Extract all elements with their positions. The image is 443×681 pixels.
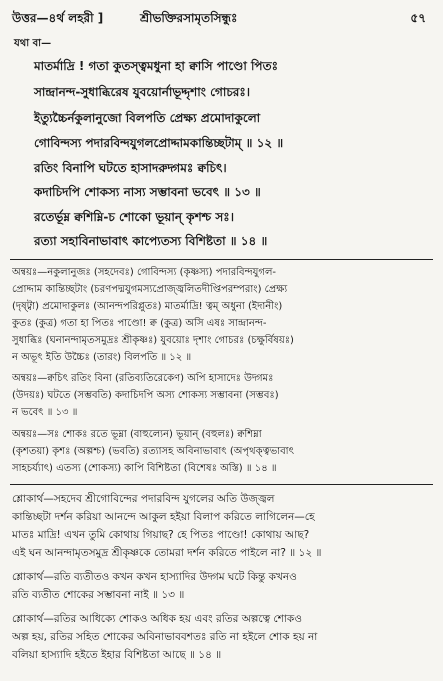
translation-line: শ্লোকার্থ—সহদেব শ্রীগোবিন্দের পদারবিন্দ যুগলের অতি উজ্জ্বল	[12, 493, 275, 505]
anvaya-line: অন্বয়ঃ—ক্বচিৎ রতিং বিনা (রতিব্যতিরেকেণ) অপি হাসাদেঃ উদ্গমঃ	[12, 373, 274, 384]
yatha-label: যথা বা—	[14, 38, 52, 49]
verse-line: গোবিন্দস্য পদারবিন্দযুগলপ্রোদ্দামকান্তিচ্ছটাম্ ॥ ১২ ॥	[34, 136, 284, 150]
translation-paragraph	[12, 610, 432, 668]
anvaya-line: ন ভবেৎ ॥ ১৩ ॥	[12, 407, 78, 418]
page-number: ৫৭	[410, 11, 426, 25]
translation-line: শ্লোকার্থ—রতি ব্যতীতও কখন কখন হাস্যাদির উদ্গম ঘটে কিন্তু কখনও	[12, 571, 297, 583]
anvaya-line: প্রোদ্দাম কান্তিচ্ছটাং (চরণপদ্মযুগমস্যপ্রোজ্জ্বলিতদীপ্তিপরম্পরাং) প্রেক্ষ্য	[12, 284, 288, 295]
anvaya-line: অন্বয়ঃ—নকুলানুজঃ (সহদেবঃ) গোবিন্দস্য (কৃষ্ণস্য) পদারবিন্দযুগল-	[12, 267, 277, 278]
translation-line: মাতঃ মাদ্রি! এখন তুমি কোথায় গিয়াছ? হে পিতঃ পাণ্ডো! কোথায় আছ?	[12, 529, 310, 541]
anvaya-line: ন অভূৎ ইতি উচ্চৈঃ (তারং) বিলপতি ॥ ১২ ॥	[12, 352, 192, 363]
anvaya-line: (দৃষ্ট্বা) প্রমোদাকুলঃ (আনন্দপরিপ্লুতঃ) মাতর্মাদ্রি! ত্বম্ অধুনা (ইদানীং)	[12, 301, 283, 312]
translation-line: শ্লোকার্থ—রতির আধিক্যে শোকও অধিক হয় এবং রতির অল্পত্বে শোকও	[12, 613, 303, 625]
section-divider	[10, 484, 433, 485]
anvaya-line: (কৃশতয়া) কৃশঃ (অল্পশ্চ) (ভবতি) রত্যাসহ অবিনাভাবাৎ (অপৃথক্ত্বভাবাৎ	[12, 446, 294, 457]
verse-line: রত্যা সহাবিনাভাবাৎ কাপ্যেতস্য বিশিষ্টতা ॥ ১৪ ॥	[34, 234, 268, 248]
verse-line: মাতর্মাদ্রি ! গতা কুতস্ত্বমধুনা হা ক্বাসি পাণ্ডো পিতঃ	[34, 59, 278, 73]
anvaya-line: সাহচর্য্যাৎ) এতস্য (শোকস্য) কাপি বিশিষ্টতা (বিশেষঃ অস্তি) ॥ ১৪ ॥	[12, 463, 277, 474]
verse-line: ইত্যুচ্চৈর্নকুলানুজো বিলপতি প্রেক্ষ্য প্রমোদাকুলো	[34, 111, 261, 125]
translation-line: কান্তিচ্ছটা দর্শন করিয়া আনন্দে আকুল হইয়া বিলাপ করিতে লাগিলেন—হে	[12, 511, 315, 523]
anvaya-line: (উদয়ঃ) ঘটতে (সম্ভবতি) কদাচিদপি অস্য শোকস্য সম্ভাবনা (সম্ভবঃ)	[12, 390, 279, 401]
anvaya-line: সুধাব্ধিঃ (ঘনানন্দামৃতসমুদ্রঃ শ্রীকৃষ্ণঃ) যুবয়োঃ দৃশাং গোচরঃ (চক্ষুর্বিষয়ঃ)	[12, 335, 294, 346]
verse-line: কদাচিদপি শোকস্য নাস্য সম্ভাবনা ভবেৎ ॥ ১৩ ॥	[34, 185, 261, 199]
translation-paragraph	[12, 568, 432, 606]
section-divider	[10, 259, 433, 260]
verse-line: রতিং বিনাপি ঘটতে হাসাদরুদ্গমঃ ক্বচিৎ।	[34, 161, 227, 175]
translation-line: অল্প হয়, রতির সহিত শোকের অবিনাভাববশতঃ রতি না হইলে শোক হয় না	[12, 631, 318, 643]
chapter-heading: উত্তর—৪র্থ লহরী ]	[12, 11, 104, 25]
translation-line: বলিয়া হাস্যাদি হইতে ইহার বিশিষ্টতা আছে ॥ ১৪ ॥	[12, 649, 222, 661]
book-title: শ্রীভক্তিরসামৃতসিন্ধুঃ	[140, 11, 238, 25]
anvaya-paragraph	[12, 264, 432, 368]
translation-paragraph	[12, 490, 432, 564]
verse-line: রতের্ভূম্ন ক্বশিম্নি-চ শোকো ভূয়ান্ কৃশশ্চ সঃ।	[34, 210, 234, 224]
anvaya-line: অন্বয়ঃ—সঃ শোকঃ রতে ভূম্না (বাহুল্যেন) ভূয়ান্ (বহুলঃ) ক্বশিম্না	[12, 429, 262, 440]
verse-line: সান্দ্রানন্দ-সুধাব্ধিরেষ যুবয়োর্নাভূদ্দৃশাং গোচরঃ।	[34, 85, 251, 99]
page-header	[12, 8, 430, 28]
anvaya-paragraph	[12, 426, 432, 480]
translation-line: এই ঘন আনন্দামৃতসমুদ্র শ্রীকৃষ্ণকে তোমরা দর্শন করিতে পাইলে না? ॥ ১২ ॥	[12, 547, 322, 559]
anvaya-line: কুতঃ (কুত্র) গতা হা পিতঃ পাণ্ডো! ক্ব (কুত্র) অসি এষঃ সান্দ্রানন্দ-	[12, 318, 267, 329]
anvaya-paragraph	[12, 370, 432, 424]
translation-line: রতি ব্যতীত শোকের সম্ভাবনা নাই ॥ ১৩ ॥	[12, 589, 185, 601]
